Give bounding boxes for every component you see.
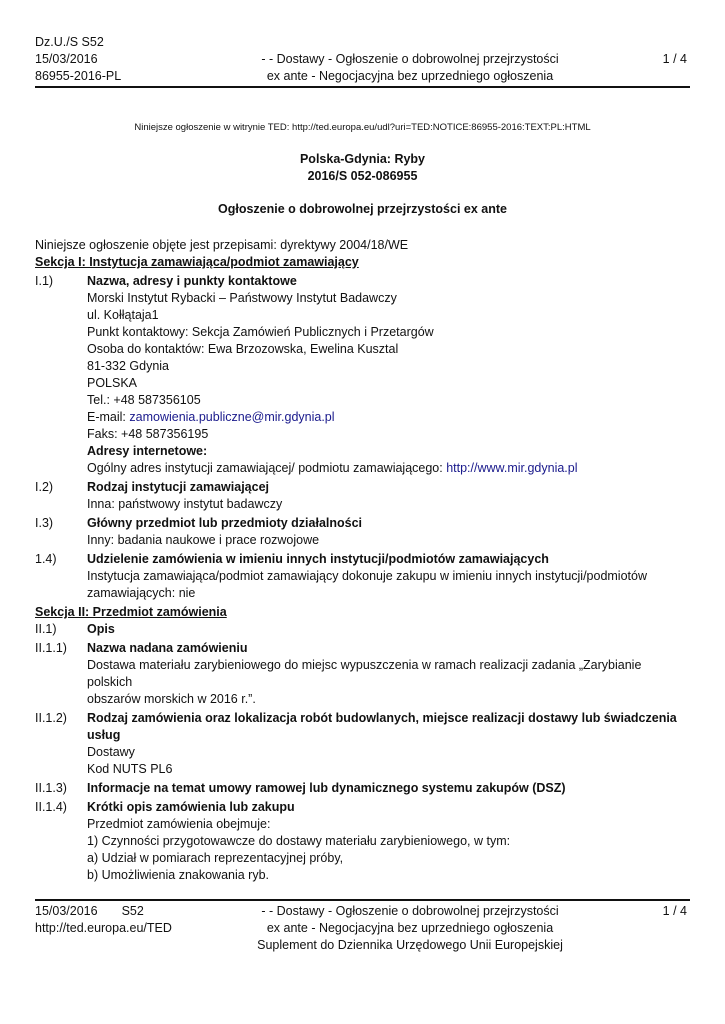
item-text: Inna: państwowy instytut badawczy [87,497,283,511]
header-id: 86955-2016-PL [35,69,122,83]
footer-date: 15/03/2016 [35,904,98,918]
item-number: II.1.1) [35,641,67,655]
contact-person: Osoba do kontaktów: Ewa Brzozowska, Ewelina Kusztal [87,342,399,356]
item-ii12 [35,710,690,778]
footer-title [200,903,620,954]
internet-title: Adresy internetowe: [87,444,208,458]
item-title: Udzielenie zamówienia w imieniu innych instytucji/podmiotów zamawiających [87,552,549,566]
footer-line3: Suplement do Dziennika Urzędowego Unii Europejskiej [257,938,563,952]
item-text: 1) Czynności przygotowawcze do dostawy materiału zarybieniowego, w tym: [87,834,511,848]
item-i4 [35,551,690,602]
general-address-label: Ogólny adres instytucji zamawiającej/ podmiotu zamawiającego: [87,461,447,475]
item-text: Inny: badania naukowe i prace rozwojowe [87,533,320,547]
postal-city: 81-332 Gdynia [87,359,170,373]
footer-line2: ex ante - Negocjacyjna bez uprzedniego ogłoszenia [266,921,554,935]
item-title: Rodzaj instytucji zamawiającej [87,480,270,494]
item-text: a) Udział w pomiarach reprezentacyjnej próby, [87,851,344,865]
item-number: II.1.2) [35,711,67,725]
header-date: 15/03/2016 [35,52,98,66]
general-address-row [87,460,690,477]
ted-notice-url[interactable]: Niniejsze ogłoszenie w witrynie TED: http://ted.europa.eu/udl?uri=TED:NOTICE:86955-2016:TEXT:PL:HTML [134,122,591,133]
header-ref: Dz.U./S S52 [35,35,104,49]
item-i1 [35,273,690,477]
item-number: I.2) [35,480,54,494]
place-title: Polska-Gdynia: Ryby [299,152,426,166]
doc-title: Ogłoszenie o dobrowolnej przejrzystości ex ante [218,202,507,216]
item-ii11 [35,640,690,708]
item-number: II.1.4) [35,800,67,814]
header-meta [35,34,121,85]
footer-url: http://ted.europa.eu/TED [35,921,172,935]
contact-point: Punkt kontaktowy: Sekcja Zamówień Publicznych i Przetargów [87,325,434,339]
doc-number: 2016/S 052-086955 [307,169,418,183]
item-title: Główny przedmiot lub przedmioty działalności [87,516,363,530]
footer-page-number: 1 / 4 [662,904,687,918]
item-text: Dostawa materiału zarybieniowego do miejsc wypuszczenia w ramach realizacji zadania „Zarybianie polskich [87,658,642,689]
footer-line1: - - Dostawy - Ogłoszenie o dobrowolnej przejrzystości [261,904,559,918]
item-number: II.1) [35,622,57,636]
item-text: zamawiających: nie [87,586,196,600]
header-title [200,51,620,85]
phone: Tel.: +48 587356105 [87,393,201,407]
directive-line: Niniejsze ogłoszenie objęte jest przepisami: dyrektywy 2004/18/WE [35,238,409,252]
header-rule [35,86,690,88]
item-i2 [35,479,690,513]
general-address-link[interactable]: http://www.mir.gdynia.pl [446,461,578,475]
item-number: II.1.3) [35,781,67,795]
footer-date-row [35,903,172,920]
item-text: Przedmiot zamówienia obejmuje: [87,817,271,831]
item-number: I.3) [35,516,54,530]
item-text: Kod NUTS PL6 [87,762,173,776]
item-title: Nazwa, adresy i punkty kontaktowe [87,274,297,288]
org-street: ul. Kołłątaja1 [87,308,159,322]
footer-rule [35,899,690,901]
country: POLSKA [87,376,138,390]
org-name: Morski Instytut Rybacki – Państwowy Instytut Badawczy [87,291,397,305]
item-title: Informacje na temat umowy ramowej lub dynamicznego systemu zakupów (DSZ) [87,781,566,795]
document-body [35,237,690,884]
section-1-title: Sekcja I: Instytucja zamawiająca/podmiot zamawiający [35,255,359,269]
email-link[interactable]: zamowienia.publiczne@mir.gdynia.pl [129,410,335,424]
item-text: Dostawy [87,745,135,759]
item-number: 1.4) [35,552,57,566]
item-number: I.1) [35,274,54,288]
section-2-title: Sekcja II: Przedmiot zamówienia [35,605,227,619]
item-ii13 [35,780,690,797]
item-ii1 [35,621,690,638]
footer-meta [35,903,172,937]
item-ii14 [35,799,690,884]
item-i3 [35,515,690,549]
email-label: E-mail: [87,410,130,424]
item-text: obszarów morskich w 2016 r.”. [87,692,256,706]
email-row [87,409,690,426]
header-page-number: 1 / 4 [662,52,687,66]
item-title: Rodzaj zamówienia oraz lokalizacja robót budowlanych, miejsce realizacji dostawy lub świadczenia [87,711,677,725]
header-title-line2: ex ante - Negocjacyjna bez uprzedniego ogłoszenia [266,69,554,83]
footer-series: S52 [121,904,144,918]
item-title-cont: usług [87,728,121,742]
item-text: b) Umożliwienia znakowania ryb. [87,868,270,882]
item-title: Opis [87,622,115,636]
item-title: Nazwa nadana zamówieniu [87,641,248,655]
header-title-line1: - - Dostawy - Ogłoszenie o dobrowolnej przejrzystości [261,52,559,66]
fax: Faks: +48 587356195 [87,427,209,441]
item-title: Krótki opis zamówienia lub zakupu [87,800,295,814]
item-text: Instytucja zamawiająca/podmiot zamawiający dokonuje zakupu w imieniu innych instytucji/podmiotów [87,569,647,583]
